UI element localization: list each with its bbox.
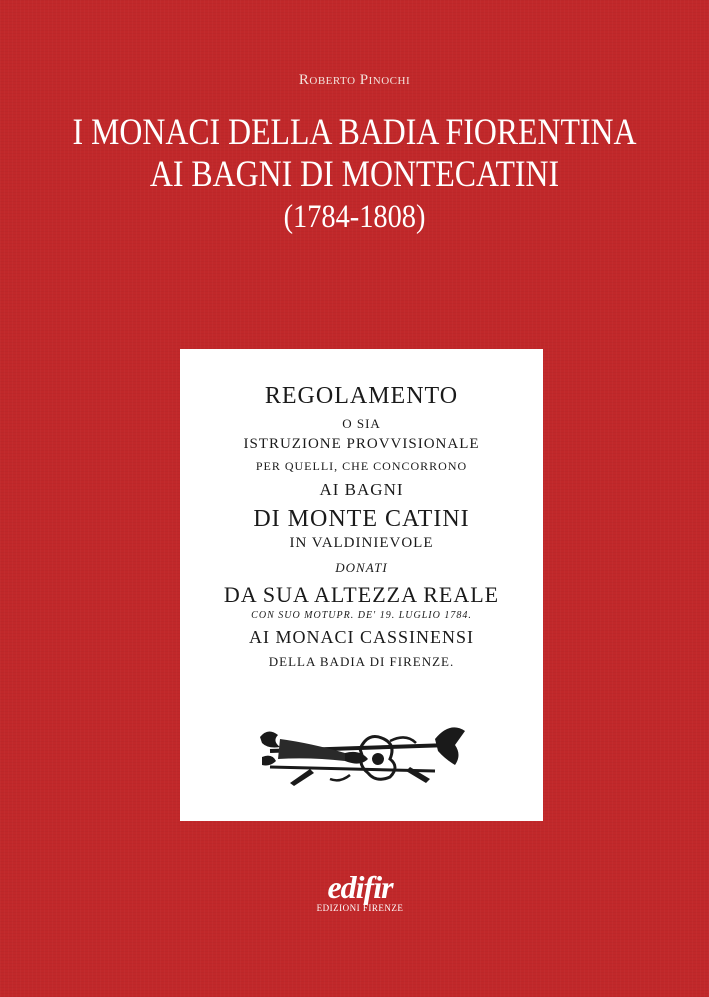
plate-line-donati: DONATI [335,560,388,575]
plate-line-valdinievole: IN VALDINIEVOLE [289,535,434,551]
plate-line-o-sia: O SIA [342,416,381,431]
plate-line-altezza-reale: DA SUA ALTEZZA REALE [223,582,500,607]
title-years: (1784-1808) [283,199,426,235]
engraved-trophy-ornament-icon [250,709,475,789]
plate-line-regolamento: REGOLAMENTO [264,383,459,409]
plate-line-monaci-cassinensi: AI MONACI CASSINENSI [248,627,474,647]
publisher-subtitle: EDIZIONI FIRENZE [316,903,404,913]
plate-line-ai-bagni: AI BAGNI [319,480,404,499]
book-title [0,112,709,238]
plate-line-motupr: CON SUO MOTUPR. DE' 19. LUGLIO 1784. [251,610,472,621]
title-line-1: I MONACI DELLA BADIA FIORENTINA [72,112,637,153]
author-name: Roberto Pinochi [298,72,411,88]
plate-line-badia-firenze: DELLA BADIA DI FIRENZE. [268,654,455,669]
title-line-2: AI BAGNI DI MONTECATINI [149,154,560,195]
publisher-logo [300,869,420,913]
plate-line-istruzione: ISTRUZIONE PROVVISIONALE [243,436,480,452]
plate-line-per-quelli: PER QUELLI, CHE CONCORRONO [255,459,468,473]
plate-line-monte-catini: DI MONTE CATINI [253,506,470,532]
publisher-logo-text: edifir [327,869,393,905]
title-page-plate [180,349,543,821]
